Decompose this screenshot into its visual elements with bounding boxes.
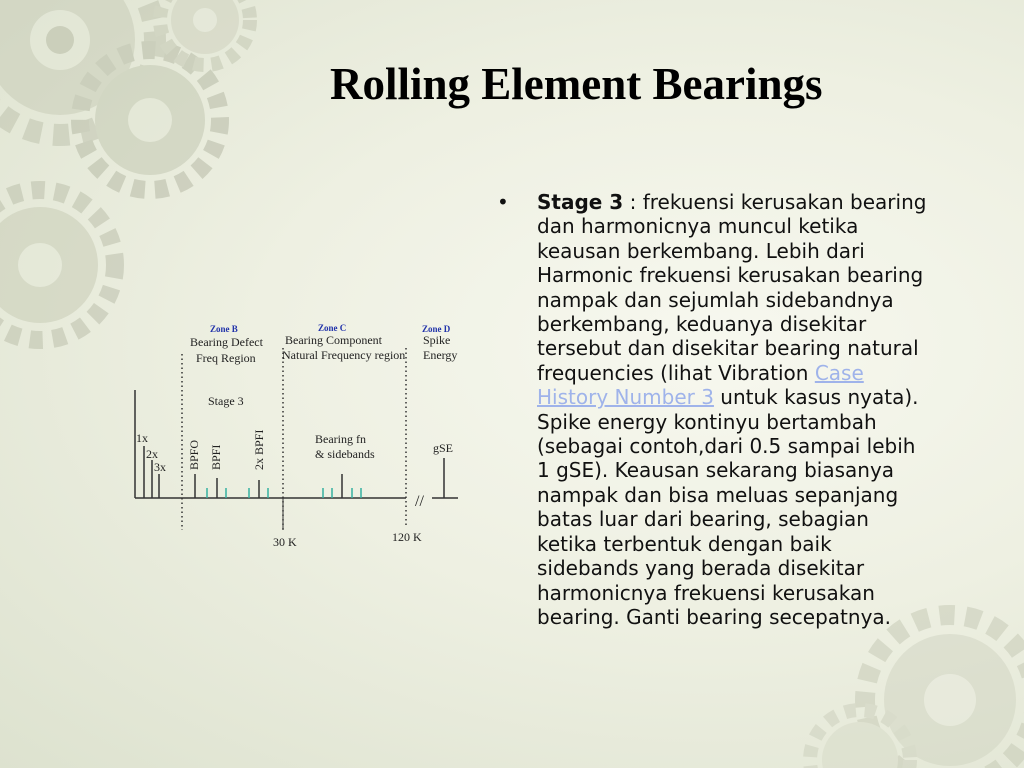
zone-c-line2: Natural Frequency region [282,348,406,362]
zone-b-line1: Bearing Defect [190,335,263,349]
zone-b-line2: Freq Region [196,351,256,365]
zone-c-title: Zone C [318,323,347,333]
bullet-dot: • [497,190,509,214]
zone-d-title: Zone D [422,324,451,334]
gse-label: gSE [433,441,454,455]
harmonic-label: 1x [136,431,148,445]
bullet-item [537,190,927,629]
defect-label-bpfi: BPFI [209,444,223,470]
zone-d-line1: Spike [423,333,451,347]
bullet-body: : frekuensi kerusakan bearing dan harmonicnya muncul ketika keausan berkembang. Lebih dari Harmonic frekuensi kerusakan bearing nampak dan sejumlah sidebandnya berkembang, keduanya disekitar tersebut dan disekitar bearing natural frequencies (lihat Vibration [537,190,927,385]
zone-d-line2: Energy [423,348,458,362]
defect-label-2xbpfi: 2x BPFI [252,429,266,470]
zone-b-title: Zone B [210,324,238,334]
gear-icon [0,190,115,340]
bullet-list [497,190,927,629]
stage-label: Stage 3 [208,394,244,408]
case-history-link[interactable]: Case History Number 3 [537,360,864,410]
zone-c-line1: Bearing Component [285,333,382,347]
spectrum-diagram [120,318,470,558]
bullet-body-end: untuk kasus nyata). Spike energy kontinyu bertambah (sebagai contoh,dari 0.5 sampai lebih 1 gSE). Keausan sekarang biasanya nampak dan bisa meluas sepanjang batas luar dari bearing, sebagian ketika terbentuk dengan baik sidebands yang berada disekitar harmonicnya frekuensi kerusakan bearing. Ganti bearing secepatnya. [537,385,919,629]
page-title: Rolling Element Bearings [330,59,823,109]
sideband-label-line2: & sidebands [315,447,375,461]
sideband-label-line1: Bearing fn [315,432,366,446]
bullet-label: Stage 3 [537,190,624,214]
defect-label-bpfo: BPFO [187,439,201,470]
axis-break: // [415,493,424,510]
harmonic-label: 3x [154,460,166,474]
gear-icon [810,710,910,768]
freq-label-120k: 120 K [392,530,422,544]
harmonic-label: 2x [146,447,158,461]
freq-label-30k: 30 K [273,535,297,549]
